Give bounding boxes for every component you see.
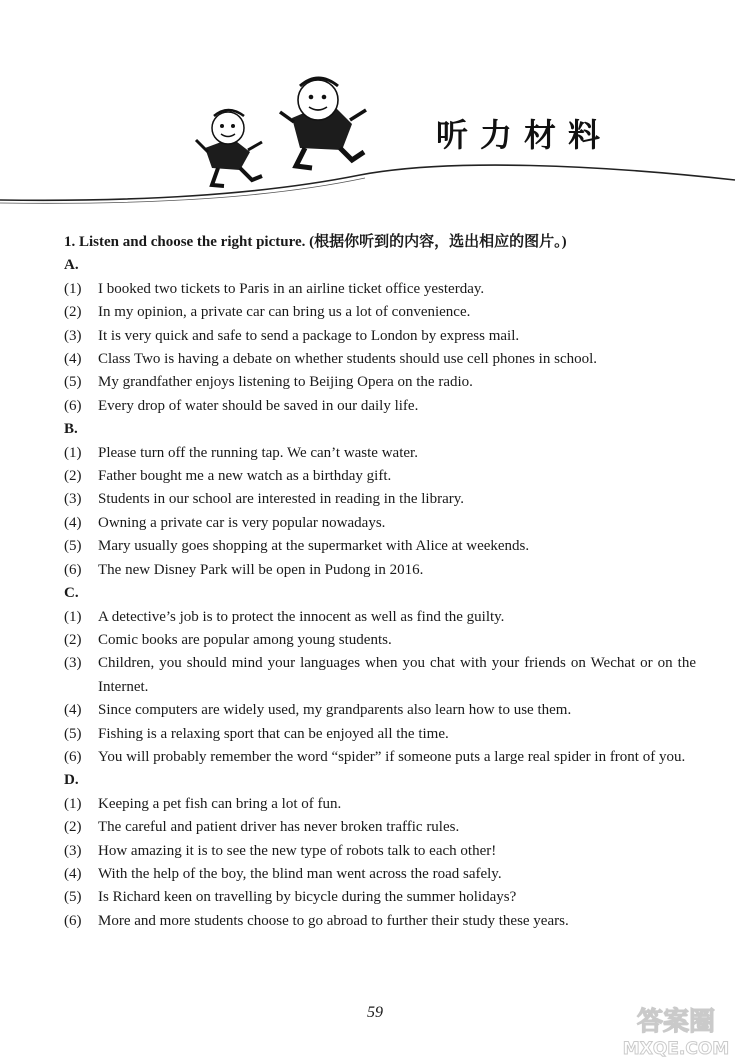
list-item (64, 652, 696, 699)
list-item (64, 325, 696, 348)
item-number: (6) (64, 397, 82, 414)
item-text: Owning a private car is very popular nowadays. (98, 514, 386, 531)
item-number: (1) (64, 444, 82, 461)
item-number: (2) (64, 304, 82, 321)
list-item (64, 559, 696, 582)
item-number: (5) (64, 374, 82, 391)
item-text: You will probably remember the word “spider” if someone puts a large real spider in front of you. (98, 748, 686, 765)
item-number: (2) (64, 631, 82, 648)
list-item (64, 488, 696, 511)
list-item (64, 816, 696, 839)
list-item (64, 348, 696, 371)
list-item (64, 465, 696, 488)
list-item (64, 863, 696, 886)
item-text: Class Two is having a debate on whether students should use cell phones in school. (98, 351, 598, 368)
section-c (64, 582, 696, 769)
item-text: I booked two tickets to Paris in an airline ticket office yesterday. (98, 280, 485, 297)
item-text: Since computers are widely used, my grandparents also learn how to use them. (98, 702, 572, 719)
exercise-heading: 1. Listen and choose the right picture. (根据你听到的内容，选出相应的图片。) (64, 234, 567, 250)
list-item (64, 699, 696, 722)
watermark-text: 答案圈 (636, 1007, 716, 1037)
item-number: (1) (64, 795, 82, 812)
item-number: (2) (64, 468, 82, 485)
item-text: With the help of the boy, the blind man went across the road safely. (98, 865, 502, 882)
item-text: Fishing is a relaxing sport that can be enjoyed all the time. (98, 725, 449, 742)
watermark-logo (606, 998, 746, 1060)
item-text: More and more students choose to go abroad to further their study these years. (98, 912, 569, 929)
list-item (64, 442, 696, 465)
list-item (64, 535, 696, 558)
list-item (64, 723, 696, 746)
item-text: Every drop of water should be saved in our daily life. (98, 397, 419, 414)
item-number: (3) (64, 842, 82, 859)
list-item (64, 793, 696, 816)
list-item (64, 512, 696, 535)
item-number: (6) (64, 748, 82, 765)
item-text: Children, you should mind your languages when you chat with your friends on Wechat or on the Internet. (98, 655, 696, 695)
section-label: D. (64, 772, 79, 789)
item-text: How amazing it is to see the new type of robots talk to each other! (98, 842, 497, 859)
item-number: (6) (64, 912, 82, 929)
section-label: C. (64, 585, 79, 602)
list-item (64, 606, 696, 629)
item-text: A detective’s job is to protect the innocent as well as find the guilty. (98, 608, 505, 625)
list-item (64, 629, 696, 652)
header-illustration (0, 0, 750, 215)
item-text: Father bought me a new watch as a birthday gift. (98, 468, 392, 485)
item-number: (3) (64, 327, 82, 344)
item-number: (5) (64, 889, 82, 906)
section-label: A. (64, 257, 79, 274)
item-text: Mary usually goes shopping at the supermarket with Alice at weekends. (98, 538, 530, 555)
watermark-url: MXQE.COM (622, 1039, 730, 1059)
list-item (64, 840, 696, 863)
section-b (64, 418, 696, 582)
section-label: B. (64, 421, 78, 438)
item-text: Is Richard keen on travelling by bicycle during the summer holidays? (98, 889, 517, 906)
section-a (64, 254, 696, 418)
item-text: Please turn off the running tap. We can’t waste water. (98, 444, 418, 461)
item-number: (5) (64, 538, 82, 555)
page-title: 听力材料 (436, 116, 613, 154)
page-header (0, 0, 750, 215)
item-number: (1) (64, 608, 82, 625)
item-number: (2) (64, 819, 82, 836)
item-number: (3) (64, 655, 82, 672)
item-number: (3) (64, 491, 82, 508)
item-number: (5) (64, 725, 82, 742)
exercise-content (64, 231, 696, 933)
list-item (64, 301, 696, 324)
list-item (64, 886, 696, 909)
item-text: The careful and patient driver has never broken traffic rules. (98, 819, 460, 836)
item-number: (4) (64, 865, 82, 882)
list-item (64, 371, 696, 394)
item-text: Comic books are popular among young students. (98, 631, 392, 648)
item-text: In my opinion, a private car can bring us a lot of convenience. (98, 304, 471, 321)
list-item (64, 910, 696, 933)
item-text: My grandfather enjoys listening to Beijing Opera on the radio. (98, 374, 473, 391)
cartoon-kid-small-icon (196, 110, 262, 186)
item-text: It is very quick and safe to send a package to London by express mail. (98, 327, 520, 344)
item-number: (4) (64, 351, 82, 368)
list-item (64, 395, 696, 418)
item-number: (1) (64, 280, 82, 297)
item-text: The new Disney Park will be open in Pudong in 2016. (98, 561, 424, 578)
list-item (64, 746, 696, 769)
item-text: Students in our school are interested in reading in the library. (98, 491, 465, 508)
item-number: (4) (64, 702, 82, 719)
item-number: (4) (64, 514, 82, 531)
item-number: (6) (64, 561, 82, 578)
page-number: 59 (367, 1004, 383, 1021)
item-text: Keeping a pet fish can bring a lot of fun. (98, 795, 342, 812)
cartoon-kid-large-icon (280, 78, 366, 168)
section-d (64, 769, 696, 933)
list-item (64, 278, 696, 301)
swoosh-line (0, 165, 735, 200)
